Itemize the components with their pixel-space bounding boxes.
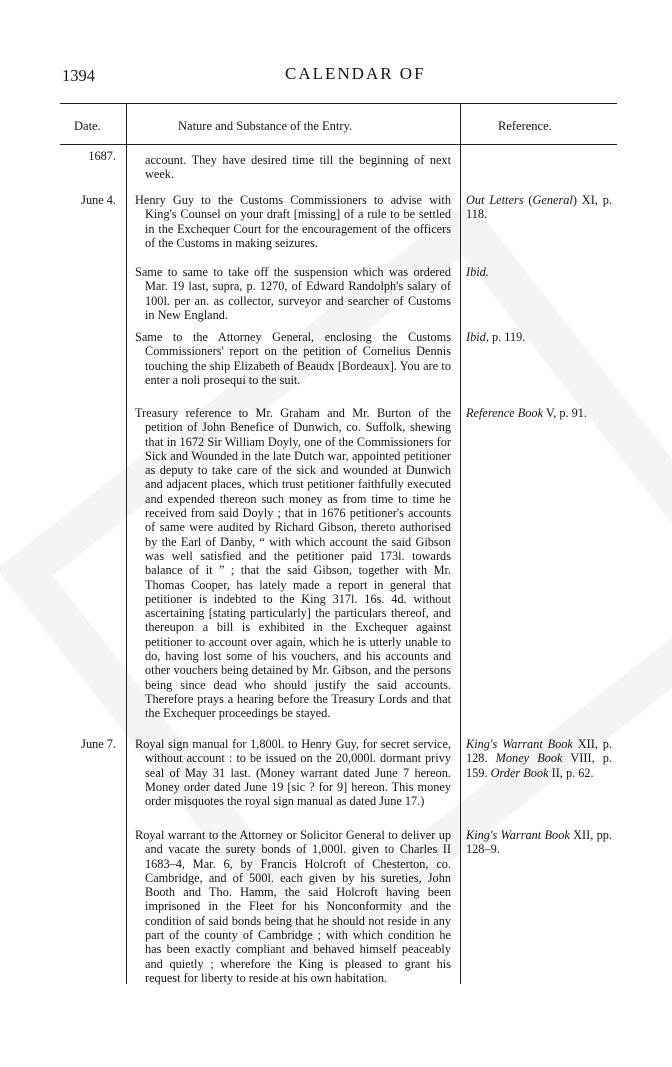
entry-text: Royal warrant to the Attorney or Solicitor General to deliver up and vacate the surety bonds of 1,000l. given to Charles II 1683–4, Mar. 6, by Francis Holcroft of Chesterton, co. Cambridge, and of 500l. each given by his sureties, John Booth and Tho. Hamm, the said Holcroft having been imprisoned in the Fleet for his Nonconformity and the condition of said bonds being that he should not reside in any part of the county of Cambridge ; with which condition he has been exactly compliant and behaved himself peaceably and quietly ; wherefore the King is pleased to grant his request for liberty to reside at his own habitation. — [135, 828, 451, 985]
entry-text: account. They have desired time till the beginning of next week. — [145, 153, 451, 182]
entry-text: Royal sign manual for 1,800l. to Henry Guy, for secret service, without account : to be issued on the 20,000l. dormant privy seal of May 31 last. (Money warrant dated June 7 hereon. Money order dated June 19 [sic ? for 9] hereon. This money order misquotes the royal sign manual as dated June 17.) — [135, 737, 451, 809]
year-label: 1687. — [88, 149, 116, 163]
table-top-rule — [60, 103, 617, 104]
entry-text: Treasury reference to Mr. Graham and Mr. Burton of the petition of John Benefice of Dunwich, co. Suffolk, shewing that in 1672 Sir William Doyly, one of the Commissioners for Sick and Wounded in the late Dutch war, appointed petitioner as deputy to take care of the sick and wounded at Dunwich and adjacent places, which trust petitioner faithfully executed and expended thereon such money as from time to time he received from said Doyly ; that in 1676 petitioner's accounts of same were audited by Richard Gibson, thereto authorised by the Earl of Danby, “ with which account the said Gibson was well satisfied and the petitioner paid 173l. towards balance of it ” ; that the said Gibson, together with Mr. Thomas Cooper, has lately made a report in general that petitioner is indebted to the King 317l. 16s. 4d. without ascertaining [stating particularly] the particulars thereof, and thereupon a bill is exhibited in the Exchequer against petitioner to account over again, which he is utterly unable to do, having lost some of his vouchers, and his accounts and other vouchers being detained by Mr. Gibson, and the persons being since dead who should justify the said accounts. Therefore prays a hearing before the Treasury Lords and that the Exchequer proceedings be stayed. — [135, 406, 451, 721]
header-bottom-rule — [60, 144, 617, 145]
entry-reference: King's Warrant Book XII, pp. 128–9. — [466, 828, 612, 857]
entry-reference: Ibid, p. 119. — [466, 330, 526, 344]
column-header-reference: Reference. — [498, 119, 552, 133]
entry-date: June 7. — [81, 737, 116, 751]
entry-reference: Out Letters (General) XI, p. 118. — [466, 193, 612, 222]
page-number: 1394 — [62, 66, 95, 85]
date-column-divider — [126, 104, 127, 984]
column-header-entry: Nature and Substance of the Entry. — [178, 119, 353, 133]
entry-text: Same to the Attorney General, enclosing the Customs Commissioners' report on the petition of Cornelius Dennis touching the ship Elizabeth of Beaudx [Bordeaux]. You are to enter a noli prosequi to the suit. — [135, 330, 451, 387]
entry-text: Henry Guy to the Customs Commissioners to advise with King's Counsel on your draft [missing] of a rule to be settled in the Exchequer Court for the encouragement of the officers of the Customs in making seizures. — [135, 193, 451, 250]
entry-reference: Reference Book V, p. 91. — [466, 406, 588, 420]
entry-date: June 4. — [81, 193, 116, 207]
entry-text: Same to same to take off the suspension which was ordered Mar. 19 last, supra, p. 1270, of Edward Randolph's salary of 100l. per an. as collector, surveyor and searcher of Customs in New England. — [135, 265, 451, 322]
entry-reference: Ibid. — [466, 265, 489, 279]
column-header-date: Date. — [74, 119, 101, 133]
running-title: CALENDAR OF — [285, 64, 426, 83]
reference-column-divider — [460, 104, 461, 984]
entry-reference: King's Warrant Book XII, p. 128. Money Book VIII, p. 159. Order Book II, p. 62. — [466, 737, 613, 780]
